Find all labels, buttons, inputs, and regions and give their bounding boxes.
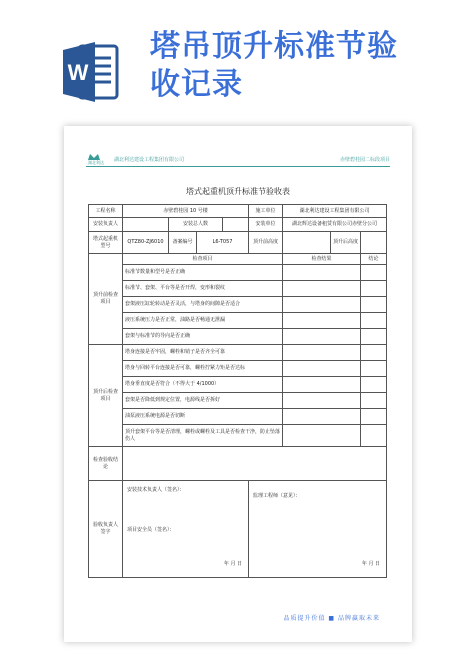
inspection-form-table [88, 204, 387, 578]
crane-model-value: QTZ80-ZJ6010 [123, 232, 169, 254]
result-cell [283, 281, 361, 297]
record-no-label: 备案编号 [169, 232, 197, 254]
after-item: 顶升套架平台等是否清理，螺栓或螺栓及工具是否检查干净，防止坠落伤人 [123, 425, 283, 447]
height-before-value [283, 232, 331, 254]
section-after-label: 顶升后检查项目 [89, 345, 123, 447]
before-item: 套架与标准节的导向是否正确 [123, 329, 283, 345]
conclusion-cell [361, 265, 387, 281]
footer-slogan: 品质提升价值 ■ 品牌赢取未来 [283, 615, 380, 622]
opinion-cell [123, 447, 387, 481]
result-cell [283, 425, 361, 447]
supervisor-opinion-label: 监理工程师（意见）： [253, 493, 301, 499]
crane-model-label: 塔式起重机型号 [89, 232, 123, 254]
before-item: 标准节、套架、平台等是否开焊，变形和裂纹 [123, 281, 283, 297]
page-header [86, 151, 390, 165]
result-cell [283, 265, 361, 281]
before-item: 液压系统压力是否正常，油路是否畅通无泄漏 [123, 313, 283, 329]
install-unit-label: 安装单位 [249, 218, 283, 232]
logo-text: 湖北利达 [88, 160, 104, 165]
after-item: 套架是否降低到规定位置，电源线是否拆好 [123, 393, 283, 409]
result-cell [283, 297, 361, 313]
conclusion-cell [361, 377, 387, 393]
opinion-label: 检查验收结论 [89, 447, 123, 481]
install-count-value [223, 218, 249, 232]
after-item: 塔身与回转平台连接是否可靠，螺栓拧紧力矩是否达标 [123, 361, 283, 377]
after-item: 油泵液压系统电源是否切断 [123, 409, 283, 425]
before-item: 标准节数量和型号是否正确 [123, 265, 283, 281]
install-count-label: 安装总人数 [169, 218, 223, 232]
before-item: 套架液压缸轮转动是否灵活，与塔身的间隙是否适合 [123, 297, 283, 313]
safety-officer-signature-label: 项目安全员（签名）： [127, 527, 175, 533]
title-line-1: 塔吊顶升标准节验 [150, 29, 398, 64]
installer-date: 年 月 日 [223, 561, 243, 567]
svg-text:W: W [67, 60, 89, 85]
conclusion-cell [361, 297, 387, 313]
form-title: 塔式起重机顶升标准节验收表 [186, 187, 290, 196]
acceptance-signatures-label: 验收负责人签字 [89, 481, 123, 578]
section-before-label: 顶升前检查项目 [89, 254, 123, 345]
contractor-value: 湖北利达建设工程集团有限公司 [283, 205, 387, 218]
project-name-value: 赤壁碧桂园 10 号楼 [123, 205, 249, 218]
supervisor-date: 年 月 日 [361, 561, 381, 567]
word-icon [63, 40, 119, 104]
conclusion-cell [361, 281, 387, 297]
tech-lead-signature-label: 安装技术负责人（签名）： [127, 487, 185, 493]
conclusion-cell [361, 361, 387, 377]
document-title [150, 28, 450, 104]
result-cell [283, 329, 361, 345]
col-conclusion-header: 结论 [361, 254, 387, 265]
conclusion-cell [361, 329, 387, 345]
col-item-header: 检查项目 [123, 254, 283, 265]
installer-signature-cell [123, 481, 249, 578]
conclusion-cell [361, 409, 387, 425]
header-company: 湖北利达建设工程集团有限公司 [114, 157, 185, 163]
result-cell [283, 313, 361, 329]
conclusion-cell [361, 425, 387, 447]
contractor-label: 施工单位 [249, 205, 283, 218]
installer-label: 安装负责人 [89, 218, 123, 232]
result-cell [283, 377, 361, 393]
height-after-value [361, 232, 387, 254]
conclusion-cell [361, 313, 387, 329]
conclusion-cell [361, 345, 387, 361]
supervisor-signature-cell [249, 481, 387, 578]
document-page [64, 126, 412, 642]
conclusion-cell [361, 393, 387, 409]
result-cell [283, 409, 361, 425]
install-unit-value: 湖北辉达设备租赁有限公司赤壁分公司 [283, 218, 387, 232]
after-item: 塔身垂直度是否符合（不得大于 4/1000） [123, 377, 283, 393]
title-line-2: 收记录 [150, 67, 243, 102]
project-name-label: 工程名称 [89, 205, 123, 218]
result-cell [283, 393, 361, 409]
record-no-value: L6-T057 [197, 232, 249, 254]
installer-value [123, 218, 169, 232]
height-after-label: 顶升后高度 [331, 232, 361, 254]
after-item: 塔身连接是否牢固，螺栓和销子是否齐全可靠 [123, 345, 283, 361]
result-cell [283, 361, 361, 377]
result-cell [283, 345, 361, 361]
header-divider [86, 166, 390, 167]
col-result-header: 检查结果 [283, 254, 361, 265]
height-before-label: 顶升前高度 [249, 232, 283, 254]
header-project: 赤壁碧桂园二标段项目 [339, 157, 390, 163]
